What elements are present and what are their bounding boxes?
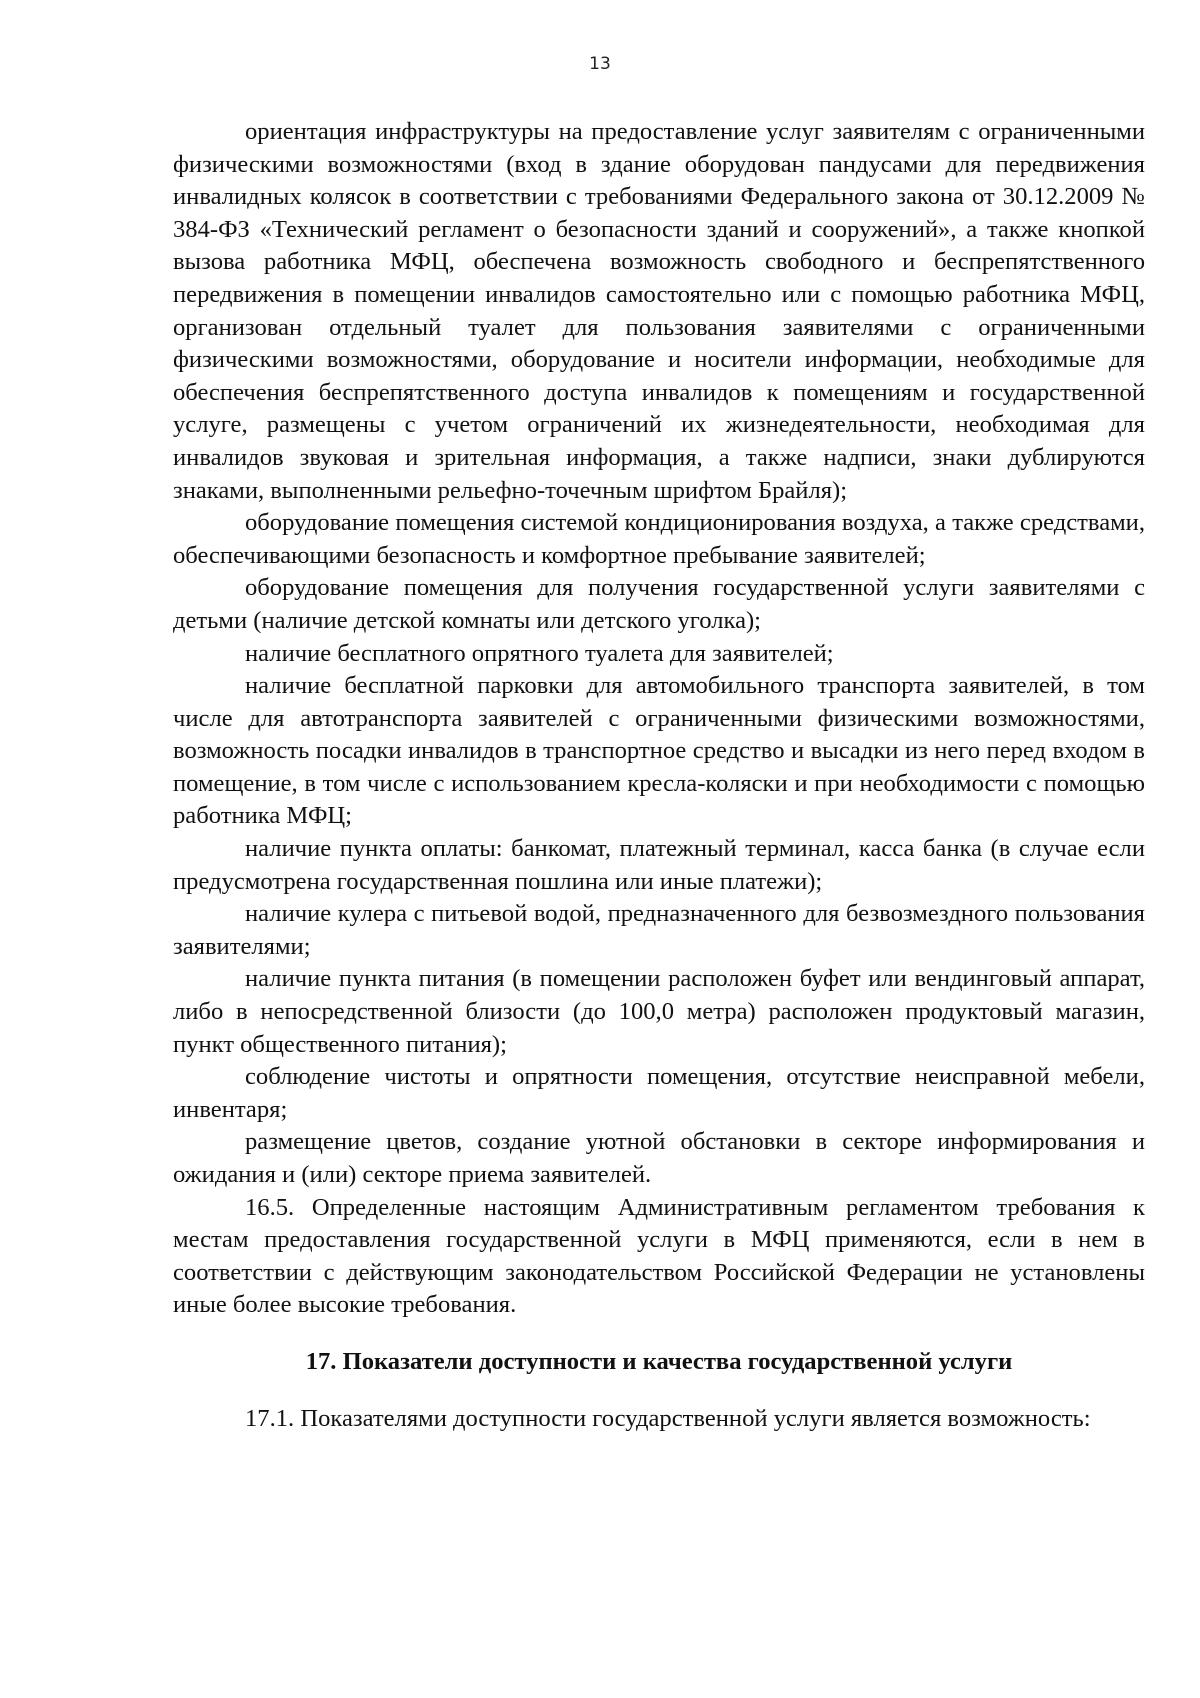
paragraph-payment-point: наличие пункта оплаты: банкомат, платежный терминал, касса банка (в случае если предусмотрена государственная пошлина или иные платежи); [173,835,1145,895]
paragraph-air-conditioning: оборудование помещения системой кондиционирования воздуха, а также средствами, обеспечивающими безопасность и комфортное пребывание заявителей; [173,509,1145,569]
paragraph-accessibility-infrastructure: ориентация инфраструктуры на предоставление услуг заявителям с ограниченными физическими возможностями (вход в здание оборудован пандусами для передвижения инвалидных колясок в соответствии с требованиями Федерального закона от 30.12.2009 № 384-ФЗ «Технический регламент о безопасности зданий и сооружений», а также кнопкой вызова работника МФЦ, обеспечена возможность свободного и беспрепятственного передвижения в помещении инвалидов самостоятельно или с помощью работника МФЦ, организован отдельный туалет для пользования заявителями с ограниченными физическими возможностями, оборудование и носители информации, необходимые для обеспечения беспрепятственного доступа инвалидов к помещениям и государственной услуге, размещены с учетом ограничений их жизнедеятельности, необходимая для инвалидов звуковая и зрительная информация, а также надписи, знаки дублируются знаками, выполненными рельефно-точечным шрифтом Брайля); [173,118,1145,504]
paragraph-flowers: размещение цветов, создание уютной обстановки в секторе информирования и ожидания и (или) секторе приема заявителей. [173,1128,1145,1188]
paragraph-cleanliness: соблюдение чистоты и опрятности помещения, отсутствие неисправной мебели, инвентаря; [173,1063,1145,1123]
paragraph-16-5: 16.5. Определенные настоящим Административным регламентом требования к местам предоставления государственной услуги в МФЦ применяются, если в нем в соответствии с действующим законодательством Российской Федерации не установлены иные более высокие требования. [173,1193,1145,1319]
paragraph-food-point: наличие пункта питания (в помещении расположен буфет или вендинговый аппарат, либо в непосредственной близости (до 100,0 метра) расположен продуктовый магазин, пункт общественного питания); [173,965,1145,1058]
paragraph-children-room: оборудование помещения для получения государственной услуги заявителями с детьми (наличие детской комнаты или детского уголка); [173,574,1145,634]
paragraph-toilet: наличие бесплатного опрятного туалета для заявителей; [245,639,834,667]
paragraph-water-cooler: наличие кулера с питьевой водой, предназначенного для безвозмездного пользования заявителями; [173,900,1145,960]
document-body [173,116,1145,1435]
section-heading: 17. Показатели доступности и качества государственной услуги [305,1347,1013,1375]
page-number: 13 [589,54,611,74]
paragraph-parking: наличие бесплатной парковки для автомобильного транспорта заявителей, в том числе для автотранспорта заявителей с ограниченными физическими возможностями, возможность посадки инвалидов в транспортное средство и высадки из него перед входом в помещение, в том числе с использованием кресла-коляски и при необходимости с помощью работника МФЦ; [173,672,1145,830]
paragraph-17-1: 17.1. Показателями доступности государственной услуги является возможность: [245,1404,1091,1432]
